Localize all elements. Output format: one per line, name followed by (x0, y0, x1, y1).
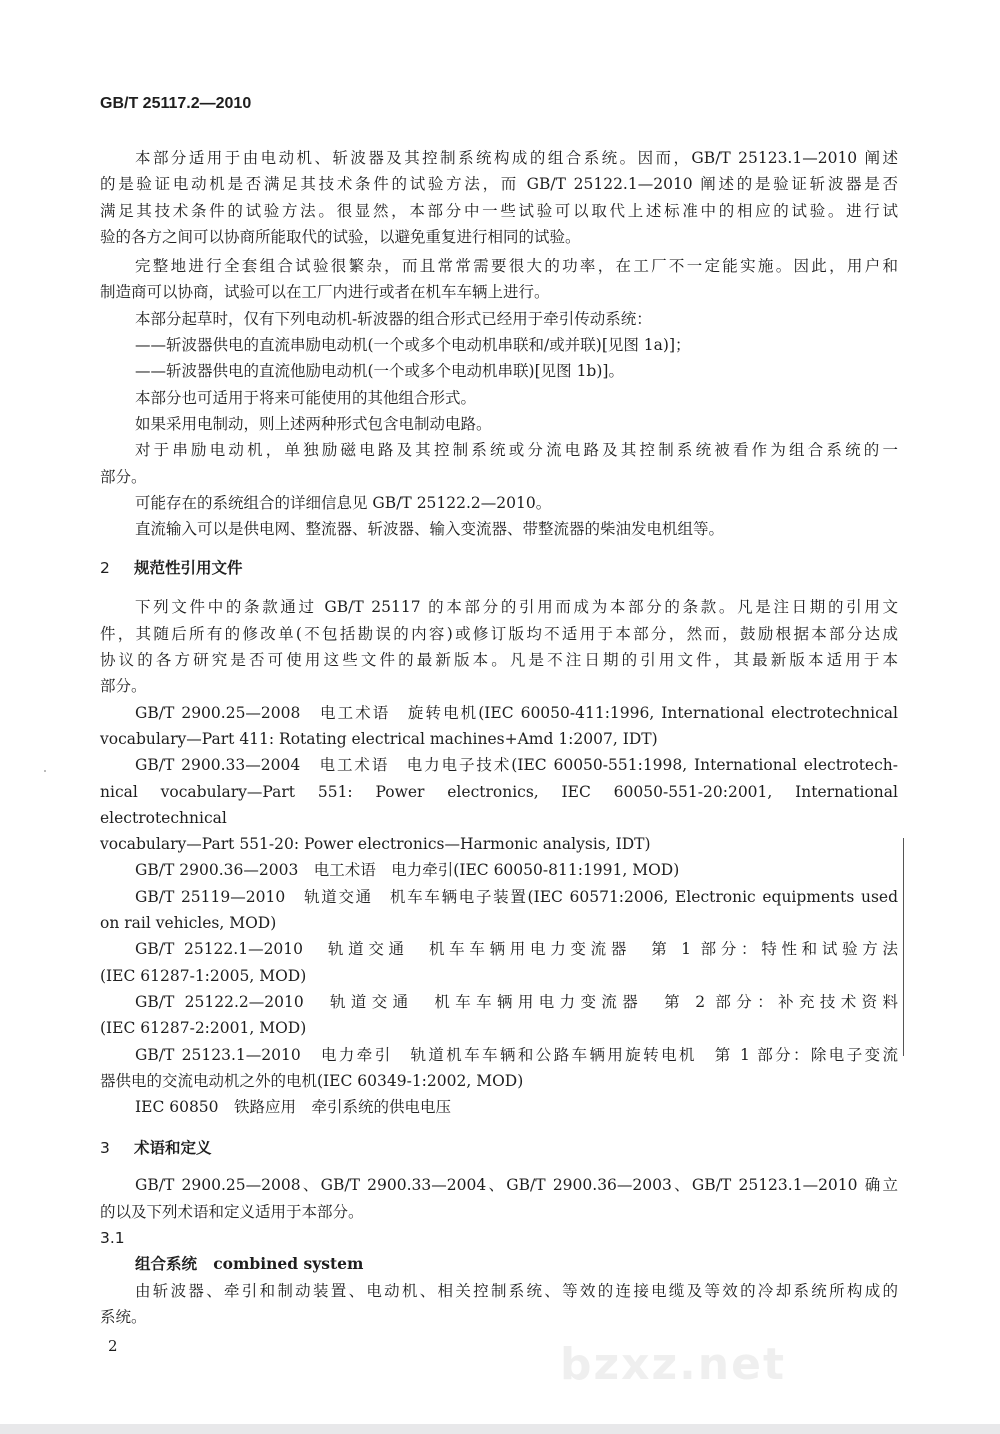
page-number: 2 (108, 1337, 118, 1356)
paragraph-line: GB/T 2900.36—2003 电工术语 电力牵引(IEC 60050-811:1991, MOD) (135, 861, 680, 880)
section-2-heading (100, 555, 898, 581)
paragraph-line: IEC 60850 铁路应用 牵引系统的供电电压 (135, 1098, 452, 1117)
section-3-heading (100, 1135, 898, 1161)
paragraph-line: nical vocabulary—Part 551: Power electronics, IEC 60050-551-20:2001, International electrotechnical (100, 782, 898, 827)
paragraph-line: vocabulary—Part 411: Rotating electrical machines+Amd 1:2007, IDT) (100, 729, 658, 748)
paragraph-line: 器供电的交流电动机之外的电机(IEC 60349-1:2002, MOD) (100, 1071, 524, 1090)
term-zh: 组合系统 (135, 1254, 198, 1274)
paragraph-line: 部分。 (100, 677, 147, 696)
change-bar (903, 838, 904, 1056)
terms-intro-block (100, 1172, 898, 1225)
term-en: combined system (213, 1254, 364, 1274)
viewer-bottom-strip (0, 1424, 1000, 1434)
document-header: GB/T 25117.2—2010 (100, 95, 252, 112)
paragraph-line: 本部分起草时，仅有下列电动机-斩波器的组合形式已经用于牵引传动系统： (135, 309, 652, 328)
paragraph-line: 直流输入可以是供电网、整流器、斩波器、输入变流器、带整流器的柴油发电机组等。 (135, 520, 725, 539)
paragraph-line: GB/T 25122.2—2010 轨道交通 机车车辆用电力变流器 第 2 部分：补充技术资料 (135, 992, 898, 1011)
paragraph-line: 下列文件中的条款通过 GB/T 25117 的本部分的引用而成为本部分的条款。凡是注日期的引用文 (135, 598, 898, 617)
paragraph-line: 本部分适用于由电动机、斩波器及其控制系统构成的组合系统。因而，GB/T 25123.1—2010 阐述 (135, 149, 898, 167)
term-title (100, 1251, 898, 1277)
paragraph-line: GB/T 2900.33—2004 电工术语 电力电子技术(IEC 60050-551:1998, International electrotech- (135, 756, 898, 775)
paragraph-line: GB/T 25119—2010 轨道交通 机车车辆电子装置(IEC 60571:2006, Electronic equipments used (135, 887, 898, 906)
section-title: 规范性引用文件 (134, 559, 243, 578)
scope-paragraph-block (100, 145, 898, 250)
scope-details-block (100, 253, 898, 542)
paragraph-line: (IEC 61287-1:2005, MOD) (100, 966, 307, 985)
paragraph-line: GB/T 2900.25—2008 电工术语 旋转电机(IEC 60050-411:1996, International electrotechnical (135, 703, 898, 722)
paragraph-line: 验的各方之间可以协商所能取代的试验，以避免重复进行相同的试验。 (100, 227, 581, 246)
term-title-line (100, 1251, 898, 1277)
paragraph-line: ——斩波器供电的直流他励电动机(一个或多个电动机串联)[见图 1b)]。 (135, 362, 624, 381)
paragraph-line: on rail vehicles, MOD) (100, 914, 277, 933)
paragraph-line: 系统。 (100, 1307, 147, 1326)
paragraph-line: GB/T 25122.1—2010 轨道交通 机车车辆用电力变流器 第 1 部分：特性和试验方法 (135, 940, 898, 959)
paragraph-line: ——斩波器供电的直流串励电动机(一个或多个电动机串联和/或并联)[见图 1a)]； (135, 336, 691, 355)
scan-speck (44, 770, 46, 772)
paragraph-line: 部分。 (100, 467, 147, 486)
paragraph-line: vocabulary—Part 551-20: Power electronics—Harmonic analysis, IDT) (100, 835, 651, 854)
paragraph-line: 的是验证电动机是否满足其技术条件的试验方法，而 GB/T 25122.1—2010 阐述的是验证斩波器是否 (100, 175, 898, 194)
clause-number (100, 1225, 898, 1251)
section-number: 3 (100, 1139, 110, 1158)
document-page (100, 94, 898, 1356)
paragraph-line: GB/T 2900.25—2008、GB/T 2900.33—2004、GB/T 2900.36—2003、GB/T 25123.1—2010 确立 (135, 1176, 898, 1195)
term-definition-block (100, 1278, 898, 1331)
watermark: bzxz.net (560, 1339, 787, 1390)
paragraph-line: 如果采用电制动，则上述两种形式包含电制动电路。 (135, 414, 492, 433)
paragraph-line: 件，其随后所有的修改单(不包括勘误的内容)或修订版均不适用于本部分，然而，鼓励根据本部分达成 (100, 624, 898, 643)
paragraph-line: (IEC 61287-2:2001, MOD) (100, 1019, 307, 1038)
paragraph-line: GB/T 25123.1—2010 电力牵引 轨道机车车辆和公路车辆用旋转电机 第 1 部分：除电子变流 (135, 1045, 898, 1064)
paragraph-line: 本部分也可适用于将来可能使用的其他组合形式。 (135, 388, 477, 407)
clause-number-text: 3.1 (100, 1228, 125, 1247)
paragraph-line: 可能存在的系统组合的详细信息见 GB/T 25122.2—2010。 (135, 493, 552, 512)
paragraph-line: 对于串励电动机，单独励磁电路及其控制系统或分流电路及其控制系统被看作为组合系统的一 (135, 441, 898, 460)
paragraph-line: 的以及下列术语和定义适用于本部分。 (100, 1202, 364, 1221)
paragraph-line: 满足其技术条件的试验方法。很显然，本部分中一些试验可以取代上述标准中的相应的试验。进行试 (100, 201, 898, 220)
paragraph-line: 协议的各方研究是否可使用这些文件的最新版本。凡是不注日期的引用文件，其最新版本适用于本 (100, 651, 898, 670)
paragraph-line: 由斩波器、牵引和制动装置、电动机、相关控制系统、等效的连接电缆及等效的冷却系统所构成的 (135, 1281, 898, 1300)
paragraph-line: 完整地进行全套组合试验很繁杂，而且常常需要很大的功率，在工厂不一定能实施。因此，用户和 (135, 257, 898, 276)
paragraph-line: 制造商可以协商，试验可以在工厂内进行或者在机车车辆上进行。 (100, 283, 550, 302)
normative-references-block (100, 594, 898, 1120)
section-number: 2 (100, 559, 110, 578)
section-title: 术语和定义 (134, 1139, 212, 1158)
